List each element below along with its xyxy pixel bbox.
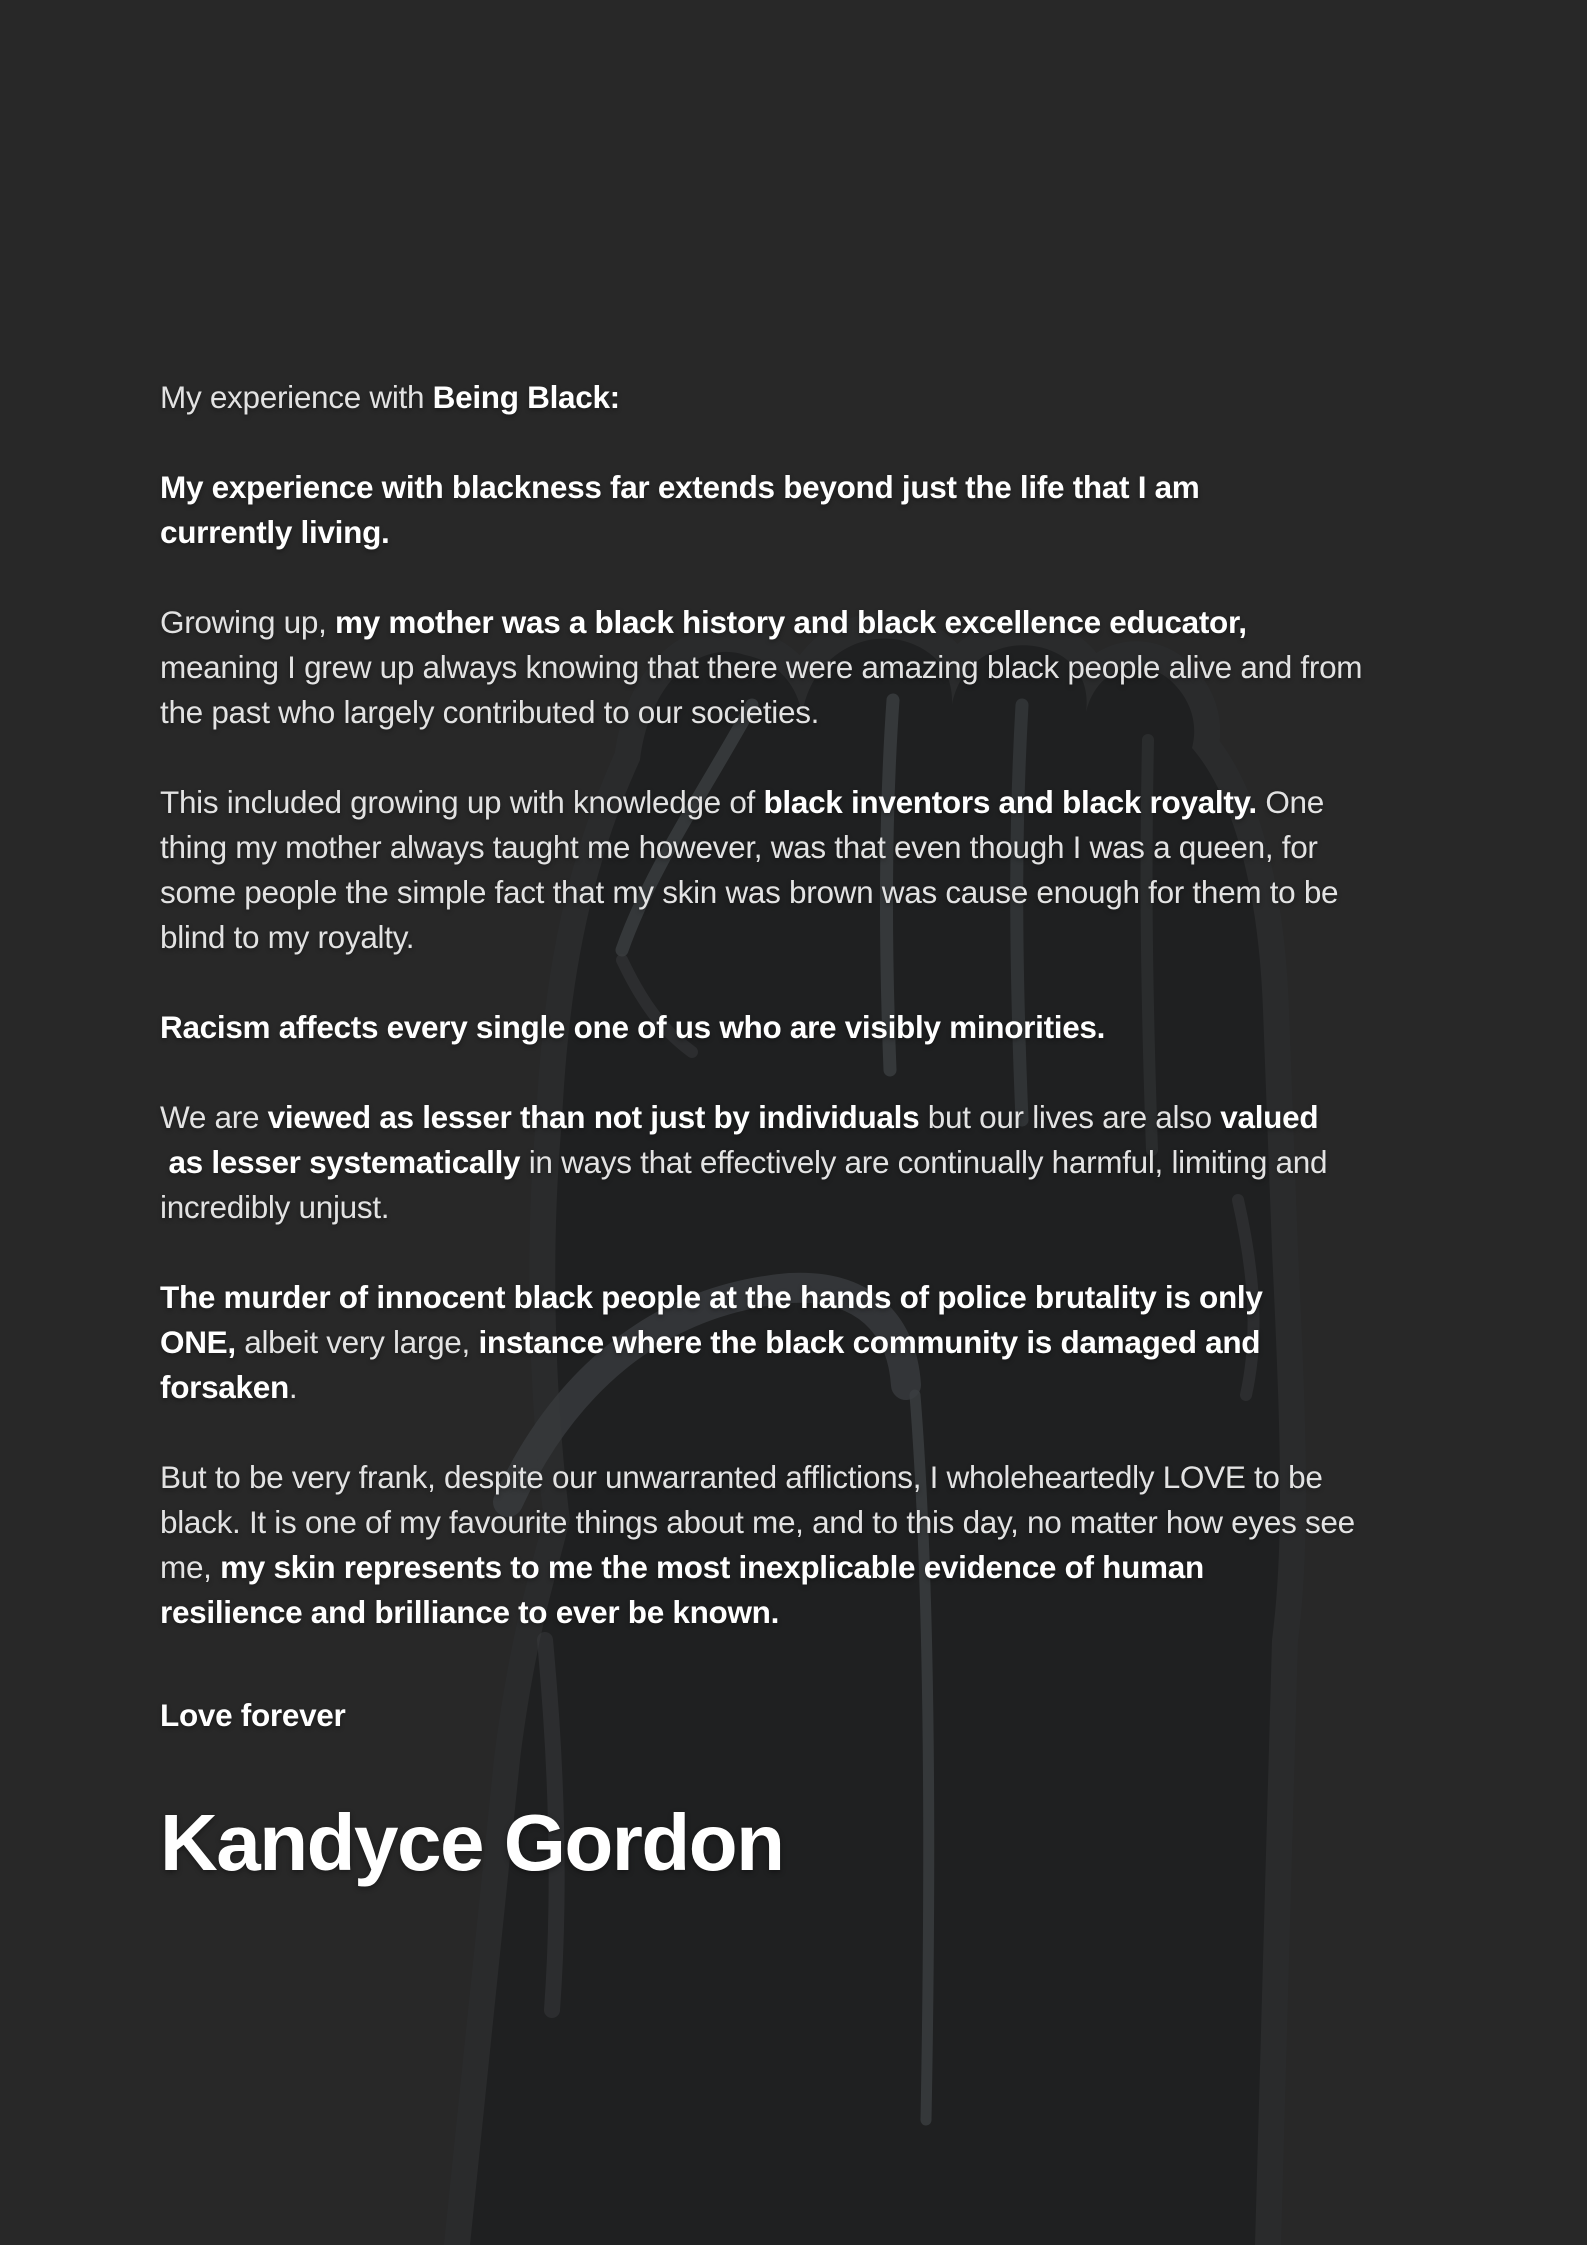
text-segment-bold: my mother was a black history and black excellence educator,	[335, 604, 1247, 640]
text-segment-bold: my skin represents to me the most inexplicable evidence of human resilience and brilliance to ever be known.	[160, 1549, 1204, 1630]
letter-paragraph-body	[160, 600, 1505, 735]
text-segment: But to be very frank, despite our unwarranted afflictions, I wholeheartedly LOVE to be black. It is one of my favourite things about me, and to this day, no matter how eyes see me,	[160, 1459, 1355, 1585]
text-segment: in ways that effectively are continually harmful, limiting and incredibly unjust.	[160, 1144, 1328, 1225]
text-segment-bold: Being Black:	[432, 379, 620, 415]
letter-paragraph-body	[160, 1455, 1505, 1635]
text-segment-bold: Love forever	[160, 1697, 346, 1733]
text-segment: This included growing up with knowledge of	[160, 784, 764, 820]
author-name: Kandyce Gordon	[160, 1798, 784, 1887]
letter-paragraph-body	[160, 780, 1505, 960]
text-segment-bold: My experience with blackness far extends beyond just the life that I am currently living.	[160, 469, 1200, 550]
letter-paragraph-title	[160, 375, 1505, 420]
text-segment: .	[288, 1369, 298, 1405]
text-segment: Growing up,	[160, 604, 335, 640]
text-segment-bold: black inventors and black royalty.	[763, 784, 1257, 820]
text-segment: meaning I grew up always knowing that there were amazing black people alive and from the past who largely contributed to our societies.	[160, 649, 1363, 730]
text-segment-bold: viewed as lesser than not just by individuals	[267, 1099, 920, 1135]
text-segment: We are	[160, 1099, 268, 1135]
text-segment: albeit very large,	[235, 1324, 479, 1360]
letter-paragraph-body	[160, 465, 1505, 555]
text-segment: but our lives are also	[919, 1099, 1221, 1135]
text-segment-bold: instance where the black community is damaged and forsaken	[160, 1324, 1261, 1405]
letter-body	[160, 375, 1505, 1738]
text-segment-bold: valued as lesser systematically	[168, 1099, 1319, 1180]
text-segment: My experience with	[160, 379, 433, 415]
letter-paragraph-body	[160, 1095, 1505, 1230]
letter-paragraph-signoff	[160, 1693, 1505, 1738]
letter-paragraph-body	[160, 1005, 1505, 1050]
text-segment-bold: The murder of innocent black people at the hands of police brutality is only ONE,	[160, 1279, 1263, 1360]
text-segment-bold: Racism affects every single one of us who are visibly minorities.	[160, 1009, 1106, 1045]
letter-content	[160, 0, 1505, 1888]
letter-paragraph-body	[160, 1275, 1505, 1410]
text-segment: One thing my mother always taught me however, was that even though I was a queen, for some people the simple fact that my skin was brown was cause enough for them to be blind to my royalty.	[160, 784, 1339, 955]
